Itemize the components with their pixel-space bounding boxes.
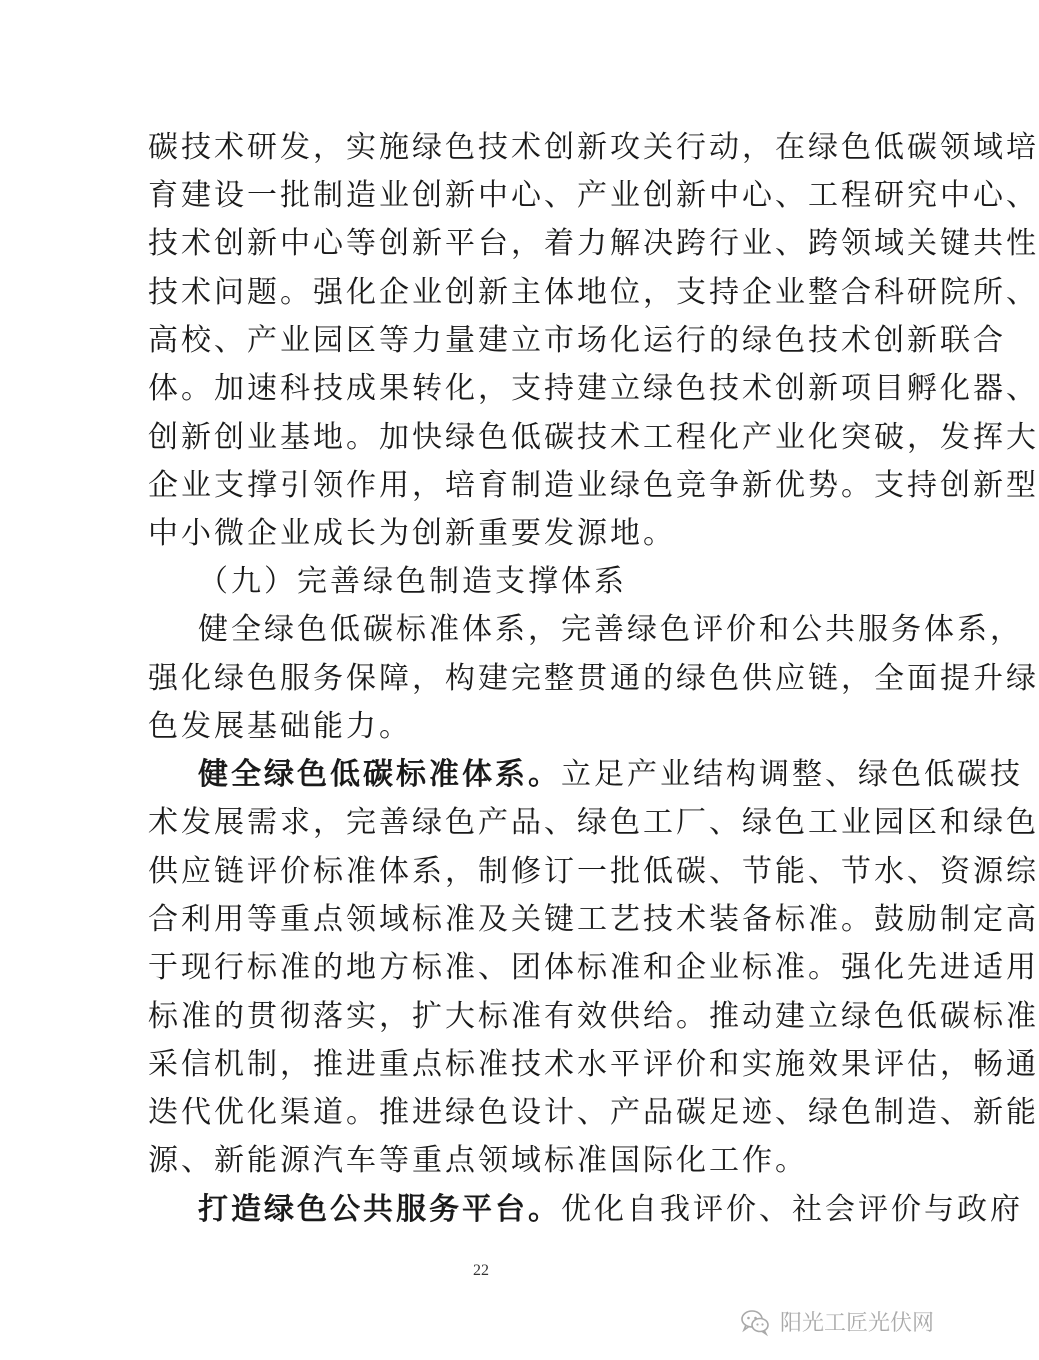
- text-line: 企业支撑引领作用，培育制造业绿色竞争新优势。支持创新型: [148, 468, 1039, 503]
- page-number: 22: [473, 1262, 489, 1279]
- text-line: 育建设一批制造业创新中心、产业创新中心、工程研究中心、: [148, 178, 1039, 213]
- paragraph-first-line: [198, 757, 1023, 792]
- section-heading: （九）完善绿色制造支撑体系: [198, 564, 627, 599]
- paragraph-lead-heading: 打造绿色公共服务平台。: [198, 1192, 561, 1227]
- text-line: 术发展需求，完善绿色产品、绿色工厂、绿色工业园区和绿色: [148, 805, 1039, 840]
- text-line: 技术创新中心等创新平台，着力解决跨行业、跨领域关键共性: [148, 226, 1039, 261]
- text-line: 体。加速科技成果转化，支持建立绿色技术创新项目孵化器、: [148, 371, 1039, 406]
- intro-line: 健全绿色低碳标准体系，完善绿色评价和公共服务体系，: [198, 612, 1023, 647]
- text-line: 高校、产业园区等力量建立市场化运行的绿色技术创新联合: [148, 323, 1006, 358]
- paragraph-lead-heading: 健全绿色低碳标准体系。: [198, 757, 561, 792]
- text-line: 合利用等重点领域标准及关键工艺技术装备标准。鼓励制定高: [148, 902, 1039, 937]
- text-line: 于现行标准的地方标准、团体标准和企业标准。强化先进适用: [148, 950, 1039, 985]
- paragraph-first-line: [198, 1192, 1023, 1227]
- text-line: 供应链评价标准体系，制修订一批低碳、节能、节水、资源综: [148, 854, 1039, 889]
- intro-line: 色发展基础能力。: [148, 709, 412, 744]
- text-line: 碳技术研发，实施绿色技术创新攻关行动，在绿色低碳领域培: [148, 130, 1039, 165]
- wechat-icon: [740, 1309, 770, 1335]
- watermark: [740, 1306, 934, 1337]
- text-line: 迭代优化渠道。推进绿色设计、产品碳足迹、绿色制造、新能: [148, 1095, 1039, 1130]
- text-line: 技术问题。强化企业创新主体地位，支持企业整合科研院所、: [148, 275, 1039, 310]
- text-line: 创新创业基地。加快绿色低碳技术工程化产业化突破，发挥大: [148, 420, 1039, 455]
- paragraph-lead-text: 优化自我评价、社会评价与政府: [561, 1192, 1023, 1227]
- text-line: 标准的贯彻落实，扩大标准有效供给。推动建立绿色低碳标准: [148, 999, 1039, 1034]
- text-line: 中小微企业成长为创新重要发源地。: [148, 516, 676, 551]
- watermark-text: 阳光工匠光伏网: [779, 1311, 934, 1336]
- intro-line: 强化绿色服务保障，构建完整贯通的绿色供应链，全面提升绿: [148, 661, 1039, 696]
- paragraph-lead-text: 立足产业结构调整、绿色低碳技: [561, 757, 1023, 792]
- text-line: 源、新能源汽车等重点领域标准国际化工作。: [148, 1143, 808, 1178]
- text-line: 采信机制，推进重点标准技术水平评价和实施效果评估，畅通: [148, 1047, 1039, 1082]
